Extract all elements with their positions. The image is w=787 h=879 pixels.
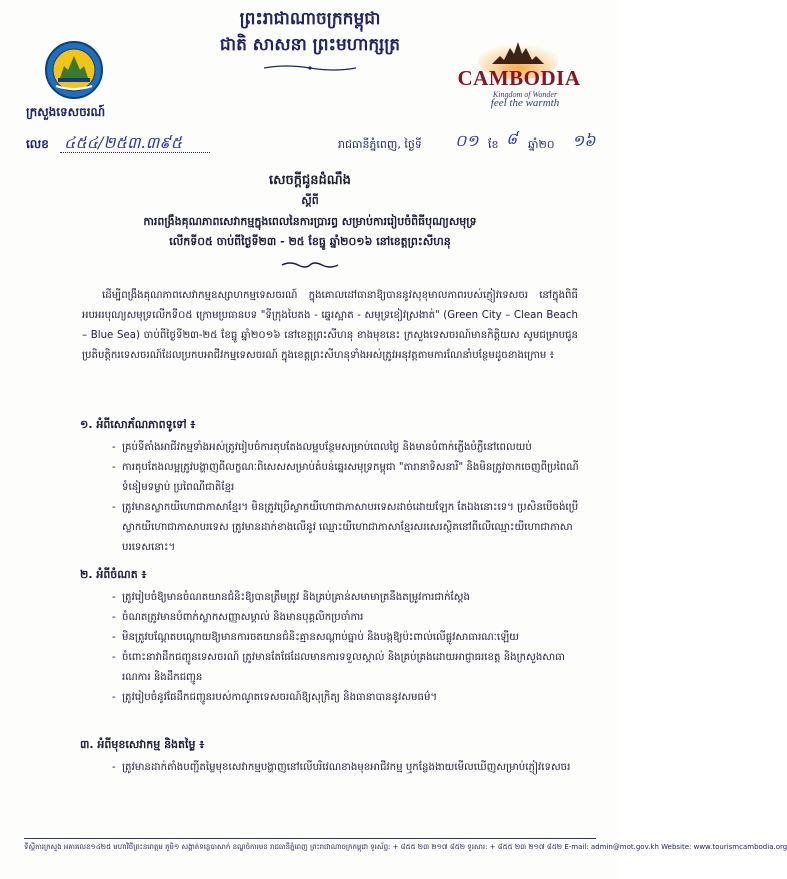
subject-line: លើកទី០៥ ចាប់ពីថ្ងៃទី២៣ - ២៥ ខែធ្នូ ឆ្នាំ២០១៦ នៅខេត្តព្រះសីហនុ — [169, 235, 451, 248]
reference-label: លេខ — [26, 137, 49, 151]
section-heading-2: ២. អំពីចំណត ៖ — [80, 568, 147, 581]
date-month-label: ខែ — [488, 138, 499, 151]
list-item: - ត្រូវរៀបចំឱ្យមានចំណតយានជំនិះឱ្យបានត្រឹមត្រូវ និងគ្រប់គ្រាន់សមាមាត្រនឹងតម្រូវការជាក់ស្តែង — [112, 588, 582, 608]
ministry-seal-icon — [44, 40, 104, 100]
ornament-divider-icon — [280, 260, 340, 270]
intro-paragraph — [82, 286, 578, 366]
list-item: - ចំពោះនាវាដឹកជញ្ជូនទេសចរណ៍ ត្រូវមានតែផែដែលមានការទទួលស្គាល់ និងគ្រប់គ្រងដោយអាជ្ញាធរខេត្ត និងក្រសួងសាធារណការ និងដឹកជញ្ជូន — [112, 648, 582, 688]
section-2-items — [112, 588, 582, 708]
brand-tagline-1: Kingdom of Wonder — [492, 90, 558, 99]
brand-tagline-2: feel the warmth — [490, 97, 560, 109]
section-heading-3: ៣. អំពីមុខសេវាកម្ម និងតម្លៃ ៖ — [80, 738, 205, 751]
footer-divider — [24, 838, 596, 839]
ministry-name: ក្រសួងទេសចរណ៍ — [26, 105, 106, 119]
date-year: ១៦ — [572, 131, 596, 150]
date-prefix: រាជធានីភ្នំពេញ, ថ្ងៃទី — [338, 138, 422, 151]
section-1-items — [112, 438, 582, 558]
brand-tagline — [470, 90, 580, 108]
brand-name: CAMBODIA — [457, 66, 581, 90]
national-motto: ជាតិ សាសនា ព្រះមហាក្សត្រ — [219, 35, 401, 55]
subject-line: ការពង្រឹងគុណភាពសេវាកម្មក្នុងពេលនៃការប្រារព្ធ សម្រាប់ការរៀបចំពិធីបុណ្យសមុទ្រ — [143, 215, 477, 228]
list-item: - ការតុបតែងលម្អត្រូវបង្ហាញពីលក្ខណៈពិសេសសម្រាប់តំបន់ឆ្នេរសមុទ្រកម្ពុជា "តារានាទិសនារី" និងមិនត្រូវចាកចេញពីប្រពៃណី ទំនៀមទម្លាប់ ប្រពៃណីជាតិខ្មែរ — [112, 458, 582, 498]
motto-ornament-icon — [262, 64, 358, 72]
section-heading-1: ១. អំពីសោភ័ណភាពទូទៅ ៖ — [80, 418, 196, 431]
list-item: - មិនត្រូវបណ្តែតបណ្តោយឱ្យមានការចតយានជំនិះគ្មានសណ្តាប់ធ្នាប់ និងបង្កឱ្យប៉ះពាល់លើផ្លូវសាធារណៈឡើយ — [112, 628, 582, 648]
section-3-items — [112, 758, 582, 778]
date-month: ៨ — [506, 129, 518, 148]
date-day: ០១ — [455, 131, 479, 150]
intro-text: ដើម្បីពង្រឹងគុណភាពសេវាកម្មឧស្សាហកម្មទេសចរណ៍ ក្នុងគោលដៅធានាឱ្យបាននូវសុខុមាលភាពរបស់ភ្ញៀវទេសចរ នៅក្នុងពិធីអបអរបុណ្យសមុទ្រលើកទី០៥ ក្រោមប្រធានបទ "ទីក្រុងបៃតង - ឆ្នេរស្អាត - សមុទ្រខៀវស្រងាត់" (Green City – Clean Beach – Blue Sea) ចាប់ពីថ្ងៃទី២៣-២៥ ខែធ្នូ ឆ្នាំ២០១៦ នៅខេត្តព្រះសីហនុ ខាងមុខនេះ ក្រសួងទេសចរណ៍មានកិត្តិយស សូមជម្រាបជូនប្រតិបត្តិករទេសចរណ៍ដែលប្រកបអាជីវកម្មទេសចរណ៍ ក្នុងខេត្តព្រះសីហនុទាំងអស់ត្រូវអនុវត្តតាមការណែនាំបន្ថែមដូចខាងក្រោម ៖ — [82, 290, 578, 361]
document-subject — [40, 212, 580, 252]
subject-label: ស្តីពី — [301, 194, 319, 207]
list-item: - ចំណតត្រូវមានបំពាក់ស្លាកសញ្ញាសម្គាល់ និងមានបុគ្គលិកប្រចាំការ — [112, 608, 582, 628]
list-item: - ត្រូវរៀបចំនូវផែដឹកជញ្ជូនរបស់កាណូតទេសចរណ៍ឱ្យសុក្រិត្យ និងធានាបាននូវសមធម៌។ — [112, 688, 582, 708]
list-item: - ត្រូវមានស្លាកយីហោជាភាសាខ្មែរ។ មិនត្រូវប្រើស្លាកយីហោជាភាសាបរទេសដាច់ដោយឡែក តែឯងនោះទេ។ ប្រសិនបើចង់ប្រើស្លាកយីហោជាភាសាបរទេស ត្រូវមានដាក់ខាងលើនូវ ឈ្មោះយីហោជាភាសាខ្មែរសរសេរស្ថិតនៅពីលើឈ្មោះយីហោជាភាសាបរទេសនោះ។ — [112, 498, 582, 558]
list-item: - ត្រូវមានដាក់តាំងបញ្ជីតម្លៃមុខសេវាកម្មបង្ហាញនៅលើបរិវេណខាងមុខអាជីវកម្ម ឬកន្លែងងាយមើលឃើញសម្រាប់ភ្ញៀវទេសចរ — [112, 758, 582, 778]
reference-number: ៤៥៤/២៥៣.៣៩៥ — [64, 133, 182, 152]
footer-address: ទីស្តីការក្រសួង អគារលេខ១៤២៥ មហាវិថីព្រះនរោត្តម ភូមិ១ សង្កាត់ទន្លេបាសាក់ ខណ្ឌចំការមន រាជធានីភ្នំពេញ ព្រះរាជាណាចក្រកម្ពុជា ទូរស័ព្ទ: + ៨៥៥ ២៣ ២១៧ ៨៥២ ទូរសារ: + ៨៥៥ ២៣ ២១៧ ៨៥២ E-mail: admin@mot.gov.kh Website: www.tourismcambodia.org — [24, 843, 787, 851]
list-item: - គ្រប់ទីតាំងអាជីវកម្មទាំងអស់ត្រូវរៀបចំការតុបតែងលម្អបន្ថែមសម្រាប់ពេលថ្ងៃ និងមានបំពាក់ភ្លើងបំភ្លឺនៅពេលយប់ — [112, 438, 582, 458]
kingdom-title: ព្រះរាជាណាចក្រកម្ពុជា — [239, 9, 381, 29]
date-year-label: ឆ្នាំ២០ — [528, 138, 555, 151]
document-type: សេចក្តីជូនដំណឹង — [269, 173, 351, 188]
